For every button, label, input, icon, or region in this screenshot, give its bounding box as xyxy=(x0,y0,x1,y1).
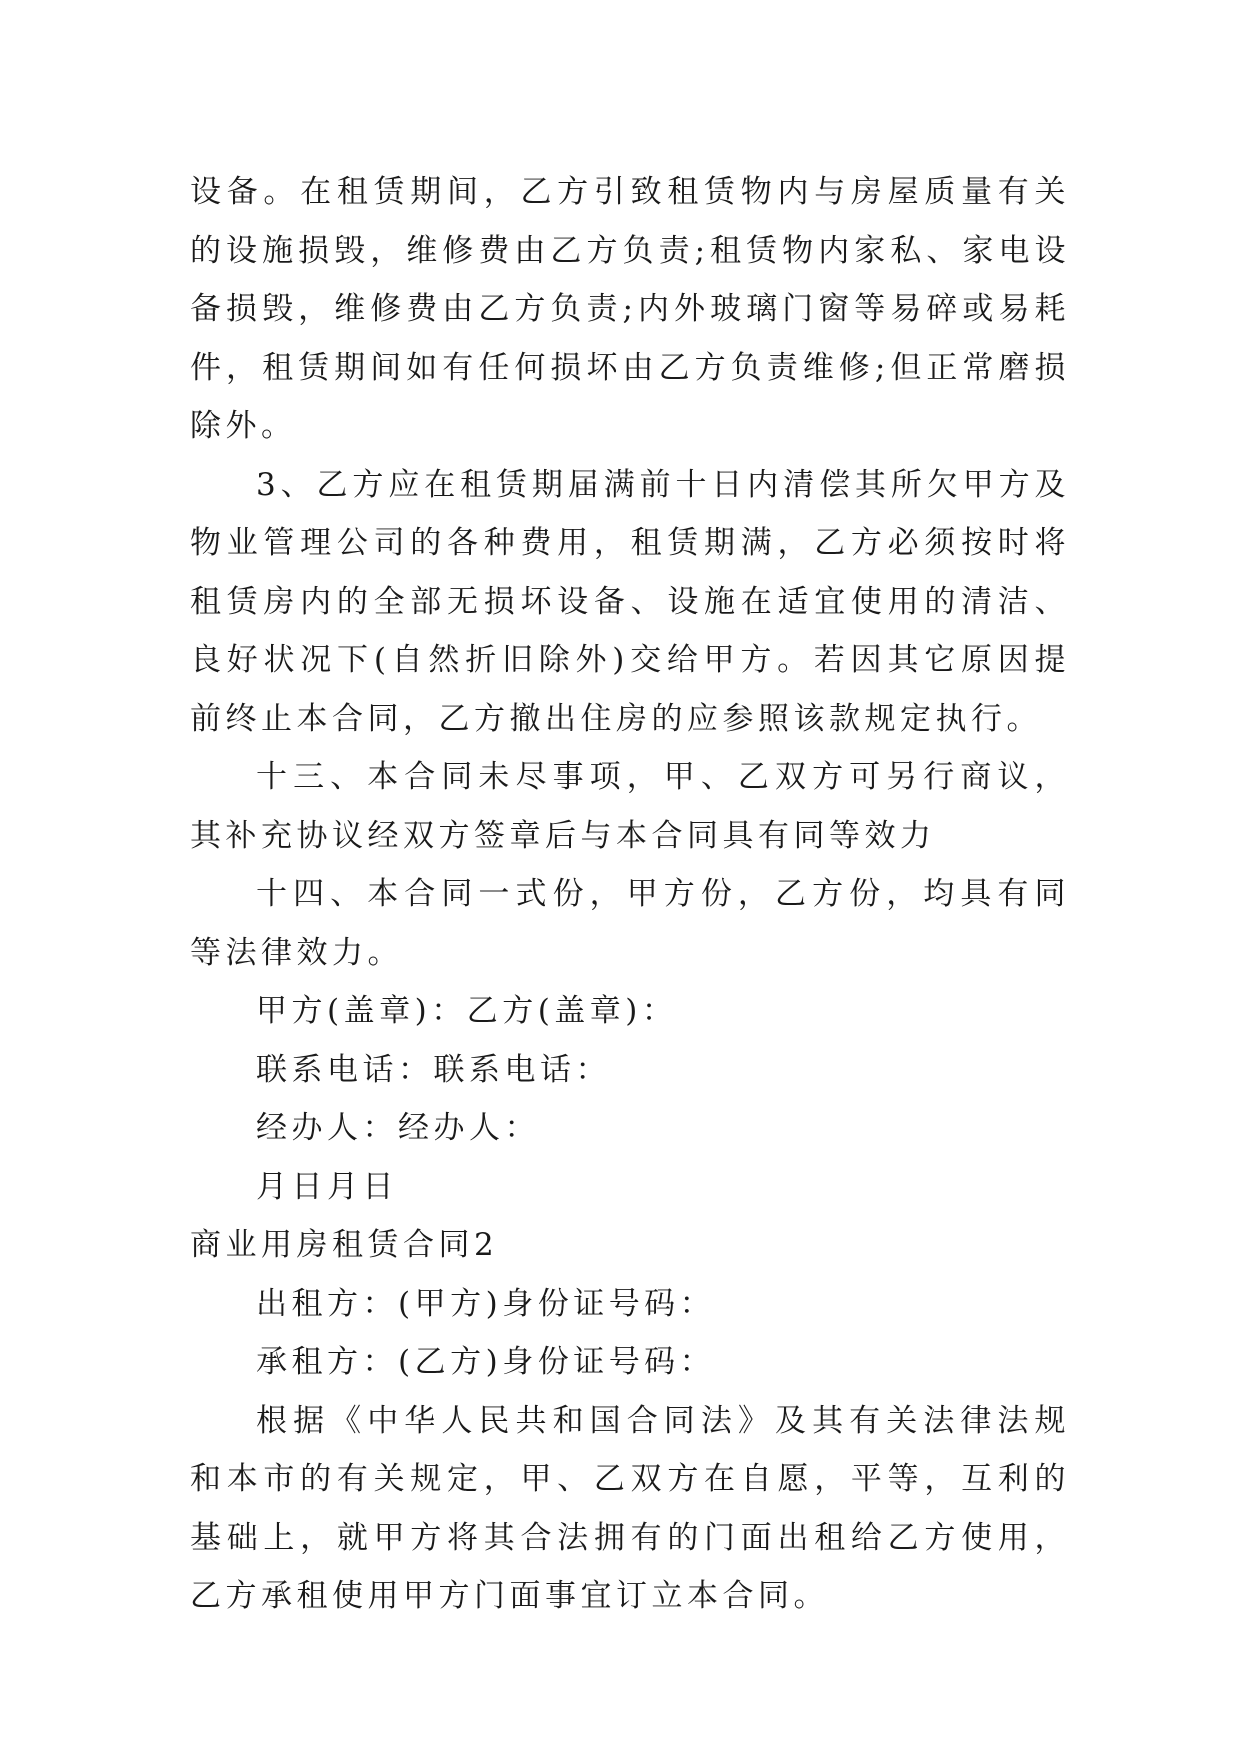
paragraph-clause-13: 十三、本合同未尽事项，甲、乙双方可另行商议，其补充协议经双方签章后与本合同具有同等效力 xyxy=(190,759,1070,854)
lessee-line: 承租方：(乙方)身份证号码： xyxy=(256,1344,716,1380)
document-body xyxy=(190,163,1070,1626)
paragraph-clause-14: 十四、本合同一式份，甲方份，乙方份，均具有同等法律效力。 xyxy=(190,876,1070,971)
signature-phone-line: 联系电话：联系电话： xyxy=(256,1051,611,1088)
paragraph-clause-3: 3、乙方应在租赁期届满前十日内清偿其所欠甲方及物业管理公司的各种费用，租赁期满，乙方必须按时将租赁房内的全部无损坏设备、设施在适宜使用的清洁、良好状况下(自然折旧除外)交给甲方。若因其它原因提前终止本合同，乙方撤出住房的应参照该款规定执行。 xyxy=(190,466,1070,737)
paragraph-preamble: 根据《中华人民共和国合同法》及其有关法律法规和本市的有关规定，甲、乙双方在自愿，平等，互利的基础上，就甲方将其合法拥有的门面出租给乙方使用，乙方承租使用甲方门面事宜订立本合同。 xyxy=(190,1402,1070,1614)
lessor-line: 出租方：(甲方)身份证号码： xyxy=(256,1285,716,1322)
signature-seal-line: 甲方(盖章)：乙方(盖章)： xyxy=(256,993,678,1029)
contract-2-title: 商业用房租赁合同2 xyxy=(190,1227,499,1263)
signature-agent-line: 经办人：经办人： xyxy=(256,1110,540,1146)
signature-date-line: 月日月日 xyxy=(256,1168,398,1205)
paragraph-equipment-damage: 设备。在租赁期间，乙方引致租赁物内与房屋质量有关的设施损毁，维修费由乙方负责;租赁物内家私、家电设备损毁，维修费由乙方负责;内外玻璃门窗等易碎或易耗件，租赁期间如有任何损坏由乙方负责维修;但正常磨损除外。 xyxy=(190,174,1070,444)
